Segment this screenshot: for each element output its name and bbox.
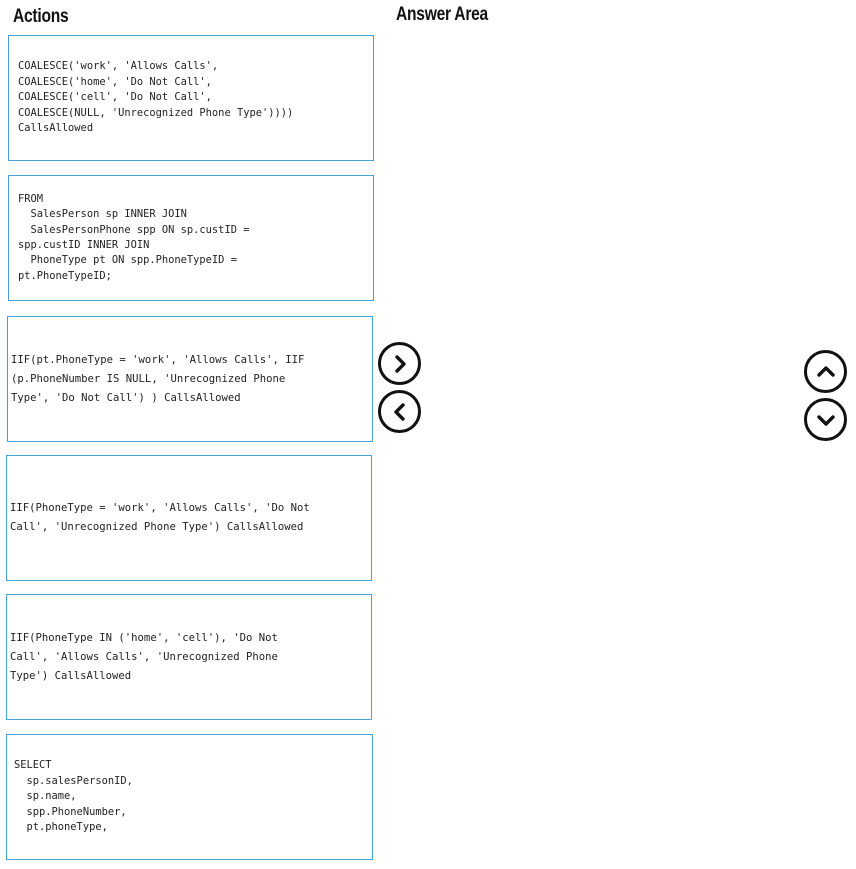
chevron-up-icon (815, 361, 837, 383)
action-card-code: IIF(pt.PhoneType = 'work', 'Allows Calls', IIF (p.PhoneNumber IS NULL, 'Unrecognized Phone Type', 'Do Not Call') ) CallsAllowed (11, 353, 305, 404)
move-up-button[interactable] (804, 350, 847, 393)
action-card-iif-work[interactable] (6, 455, 372, 581)
action-card-code: FROM SalesPerson sp INNER JOIN SalesPersonPhone spp ON sp.custID = spp.custID INNER JOIN PhoneType pt ON spp.PhoneTypeID = pt.PhoneTypeID; (18, 192, 250, 282)
move-left-button[interactable] (378, 390, 421, 433)
move-down-button[interactable] (804, 398, 847, 441)
answer-area-heading: Answer Area (396, 4, 488, 25)
move-right-button[interactable] (378, 342, 421, 385)
action-card-code: COALESCE('work', 'Allows Calls', COALESCE('home', 'Do Not Call', COALESCE('cell', 'Do Not Call', COALESCE(NULL, 'Unrecognized Phone Type')))) CallsAllowed (18, 60, 294, 135)
chevron-down-icon (815, 409, 837, 431)
action-card-code: IIF(PhoneType IN ('home', 'cell'), 'Do Not Call', 'Allows Calls', 'Unrecognized Phone Type') CallsAllowed (10, 631, 278, 682)
actions-heading: Actions (13, 6, 69, 27)
chevron-left-icon (389, 401, 411, 423)
action-card-from[interactable] (8, 175, 374, 301)
action-card-select[interactable] (6, 734, 373, 860)
action-card-iif-nested[interactable] (7, 316, 373, 442)
action-card-coalesce[interactable] (8, 35, 374, 161)
action-card-iif-in[interactable] (6, 594, 372, 720)
chevron-right-icon (389, 353, 411, 375)
action-card-code: IIF(PhoneType = 'work', 'Allows Calls', 'Do Not Call', 'Unrecognized Phone Type') CallsAllowed (10, 502, 310, 533)
action-card-code: SELECT sp.salesPersonID, sp.name, spp.PhoneNumber, pt.phoneType, (14, 759, 133, 834)
